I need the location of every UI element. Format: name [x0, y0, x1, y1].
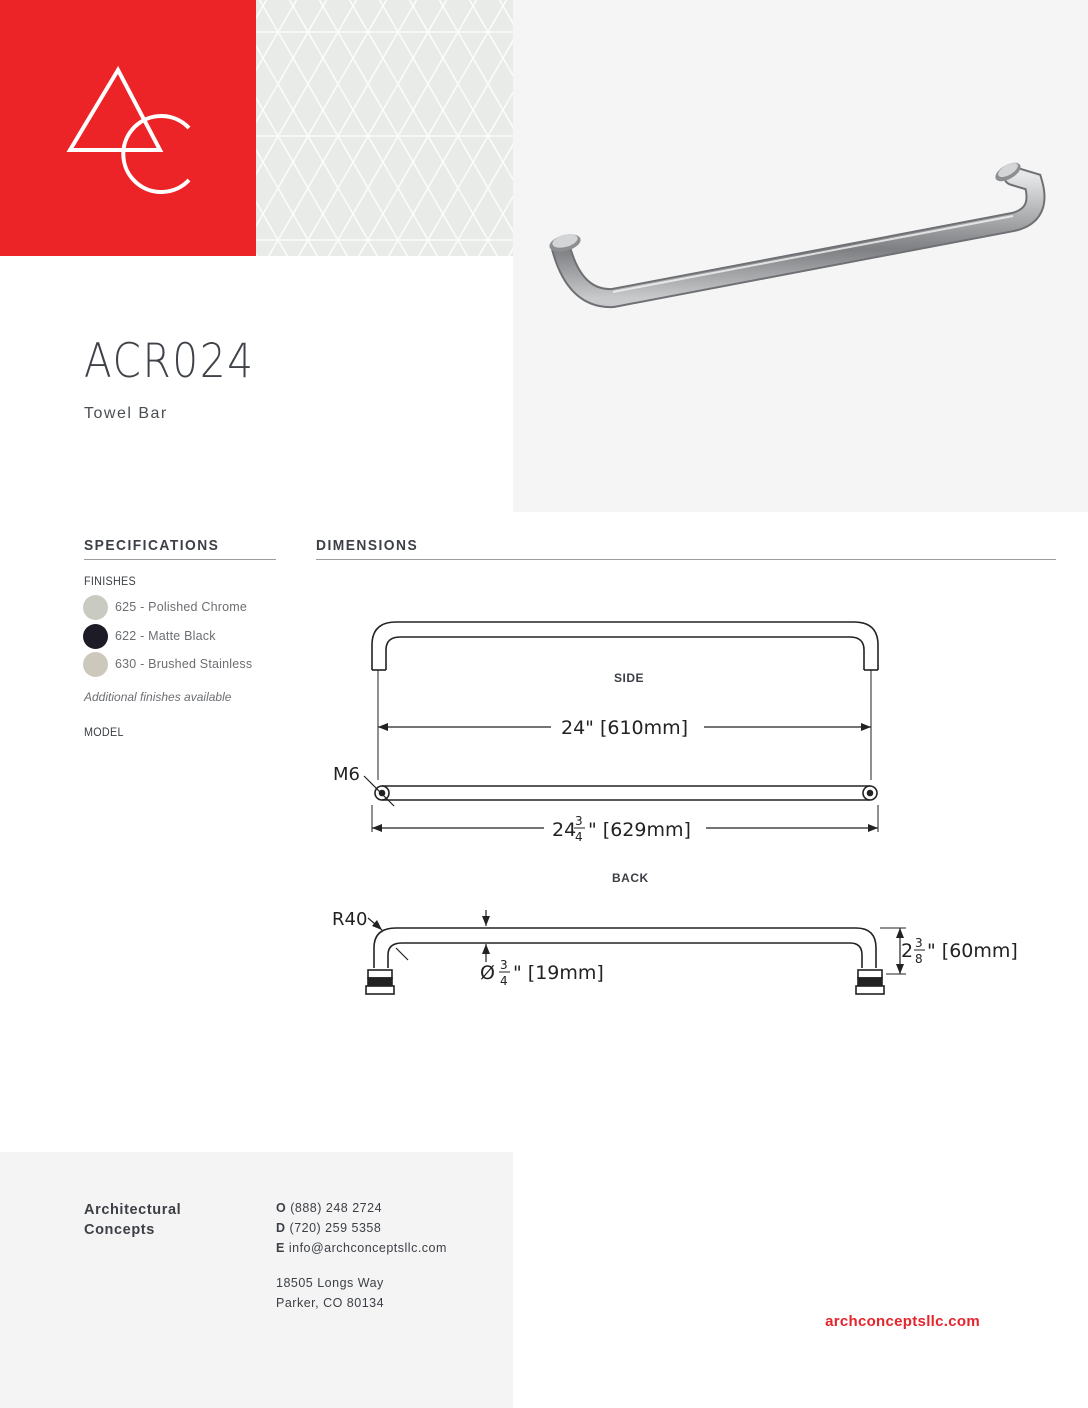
overall-length-denominator: 4 [575, 830, 583, 844]
diameter-numerator: 3 [500, 958, 508, 972]
product-name: Towel Bar [84, 405, 168, 422]
diameter-denominator: 4 [500, 974, 508, 988]
diameter-rest: " [19mm] [513, 962, 604, 984]
finish-label: 622 - Matte Black [115, 629, 216, 643]
back-view-label: BACK [612, 871, 649, 885]
email-key: E [276, 1241, 285, 1255]
email [276, 1238, 447, 1258]
direct-phone-number[interactable]: (720) 259 5358 [289, 1221, 382, 1235]
ac-logo-icon [0, 0, 256, 256]
finishes-note: Additional finishes available [84, 690, 232, 704]
projection-numerator: 3 [915, 936, 923, 950]
address-line2: Parker, CO 80134 [276, 1296, 385, 1310]
product-code: ACR024 [84, 334, 255, 389]
product-photo [513, 0, 1088, 512]
overall-length-whole: 24 [552, 819, 577, 841]
finish-swatch [83, 652, 108, 677]
model-label: MODEL [84, 725, 124, 739]
office-phone [276, 1198, 447, 1218]
projection-whole: 2 [901, 940, 914, 962]
finish-label: 625 - Polished Chrome [115, 600, 248, 614]
diameter-symbol: Ø [480, 962, 495, 984]
office-phone-key: O [276, 1201, 287, 1215]
projection-denominator: 8 [915, 952, 923, 966]
company-name-line2: Concepts [84, 1222, 155, 1238]
dimension-drawing [316, 600, 1056, 1020]
address-line1: 18505 Longs Way [276, 1276, 384, 1290]
projection-rest: " [60mm] [927, 940, 1018, 962]
dimensions-rule [316, 559, 1056, 560]
email-address[interactable]: info@archconceptsllc.com [288, 1241, 447, 1255]
radius-label: R40 [332, 909, 368, 930]
specifications-rule [84, 559, 276, 560]
pattern-graphic [256, 0, 513, 256]
dimensions-heading: DIMENSIONS [316, 537, 419, 554]
specifications-heading: SPECIFICATIONS [84, 537, 220, 554]
finishes-list [83, 594, 252, 677]
overall-length-numerator: 3 [575, 814, 583, 828]
finishes-label: FINISHES [84, 574, 136, 588]
office-phone-number[interactable]: (888) 248 2724 [290, 1201, 383, 1215]
side-view-label: SIDE [614, 671, 645, 685]
finish-swatch [83, 595, 108, 620]
company-name [84, 1200, 224, 1240]
finish-item [83, 594, 252, 620]
direct-phone [276, 1218, 447, 1238]
company-name-line1: Architectural [84, 1202, 182, 1218]
contact-block [276, 1198, 447, 1313]
finish-label: 630 - Brushed Stainless [115, 657, 253, 671]
finish-swatch [83, 624, 108, 649]
website-link[interactable]: archconceptsllc.com [825, 1313, 980, 1330]
logo-block [0, 0, 256, 256]
thread-label: M6 [333, 764, 360, 785]
overall-length-rest: " [629mm] [588, 819, 691, 841]
towel-bar-image [513, 0, 1088, 512]
center-to-center-dimension: 24" [610mm] [561, 717, 689, 739]
finish-item [83, 623, 252, 649]
direct-phone-key: D [276, 1221, 286, 1235]
finish-item [83, 651, 252, 677]
triangle-pattern [256, 0, 513, 256]
